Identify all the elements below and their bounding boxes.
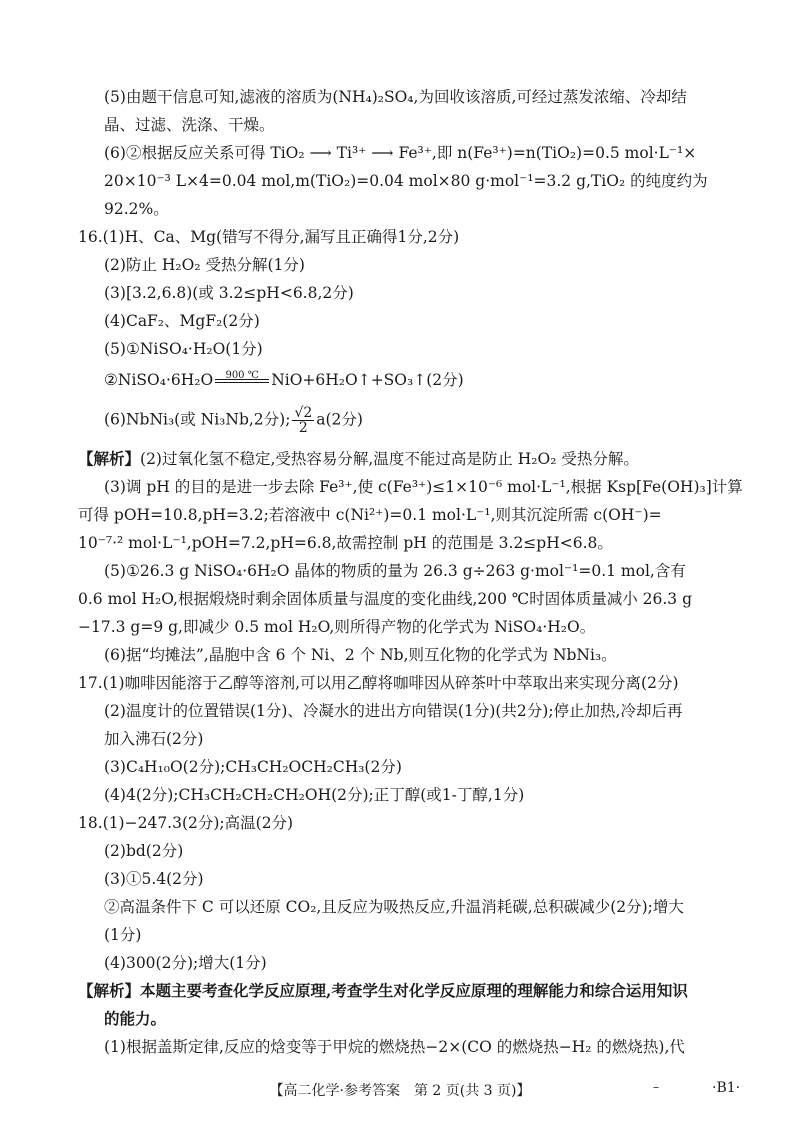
reaction-equation <box>104 369 464 391</box>
text-line: 可得 pOH=10.8,pH=3.2;若溶液中 c(Ni²⁺)=0.1 mol·L⁻¹,则其沉淀所需 c(OH⁻)= <box>78 506 662 524</box>
text-line: 0.6 mol H₂O,根据煅烧时剩余固体质量与温度的变化曲线,200 ℃时固体质量减小 26.3 g <box>78 590 693 608</box>
version-code: ·B1· <box>712 1080 741 1096</box>
text-line: 晶、过滤、洗涤、干燥。 <box>104 116 275 134</box>
text-line: (2)bd(2分) <box>104 842 184 860</box>
question-16-item-1: 16.(1)H、Ca、Mg(错写不得分,漏写且正确得1分,2分) <box>78 228 460 246</box>
text-line: (4)4(2分);CH₃CH₂CH₂CH₂OH(2分);正丁醇(或1-丁醇,1分) <box>104 786 525 804</box>
text-line: 20×10⁻³ L×4=0.04 mol,m(TiO₂)=0.04 mol×80 g·mol⁻¹=3.2 g,TiO₂ 的纯度约为 <box>104 172 708 190</box>
answer-line-6: (6)NbNi₃(或 Ni₃Nb,2分); $\frac{√2}{2}$ a(2分) <box>104 405 363 436</box>
text-line: (6)据“均摊法”,晶胞中含 6 个 Ni、2 个 Nb,则互化物的化学式为 NbNi₃。 <box>104 646 617 664</box>
question-17-item-1: 17.(1)咖啡因能溶于乙醇等溶剂,可以用乙醇将咖啡因从碎茶叶中萃取出来实现分离(2分) <box>78 674 679 692</box>
text-line: ②高温条件下 C 可以还原 CO₂,且反应为吸热反应,升温消耗碳,总积碳减少(2分);增大 <box>104 898 684 916</box>
text-line: (2)防止 H₂O₂ 受热分解(1分) <box>104 256 305 274</box>
text-line: (5)①NiSO₄·H₂O(1分) <box>104 340 263 358</box>
text-line: 92.2%。 <box>104 200 169 218</box>
text-line: (4)CaF₂、MgF₂(2分) <box>104 312 260 330</box>
text-line: 10⁻⁷·² mol·L⁻¹,pOH=7.2,pH=6.8,故需控制 pH 的范围是 3.2≤pH<6.8。 <box>78 534 613 552</box>
text-line: (5)①26.3 g NiSO₄·6H₂O 晶体的物质的量为 26.3 g÷263 g·mol⁻¹=0.1 mol,含有 <box>104 562 686 580</box>
condition-label: 900 ℃ <box>225 370 259 381</box>
fraction-sqrt2-over-2: $\frac{√2}{2}$ <box>294 405 313 436</box>
text-line: (3)C₄H₁₀O(2分);CH₃CH₂OCH₂CH₃(2分) <box>104 758 402 776</box>
text-line: (5)由题干信息可知,滤液的溶质为(NH₄)₂SO₄,为回收该溶质,可经过蒸发浓缩、冷却结 <box>104 88 687 106</box>
reaction-condition-arrow <box>215 370 269 388</box>
question-18-item-1: 18.(1)−247.3(2分);高温(2分) <box>78 814 294 832</box>
analysis-tag: 【解析】 <box>78 449 141 468</box>
text-line: (3)调 pH 的目的是进一步去除 Fe³⁺,使 c(Fe³⁺)≤1×10⁻⁶ mol·L⁻¹,根据 Ksp[Fe(OH)₃]计算 <box>104 478 743 496</box>
text-line: (2)温度计的位置错误(1分)、冷凝水的进出方向错误(1分)(共2分);停止加热,冷却后再 <box>104 702 683 720</box>
text-line: (4)300(2分);增大(1分) <box>104 954 267 972</box>
analysis-paragraph: 【解析】(2)过氧化氢不稳定,受热容易分解,温度不能过高是防止 H₂O₂ 受热分解。 <box>78 449 639 468</box>
page-footer: 【高二化学·参考答案 第 2 页(共 3 页)】 <box>269 1083 531 1099</box>
analysis-heading: 【解析】本题主要考查化学反应原理,考查学生对化学反应原理的理解能力和综合运用知识 <box>78 981 688 1000</box>
text-line: (1分) <box>104 926 142 944</box>
text-line: (1)根据盖斯定律,反应的焓变等于甲烷的燃烧热−2×(CO 的燃烧热−H₂ 的燃烧热),代 <box>104 1038 685 1056</box>
products: NiO+6H₂O↑+SO₃↑(2分) <box>271 371 464 389</box>
text-line: 加入沸石(2分) <box>104 730 204 748</box>
text-line: (3)①5.4(2分) <box>104 870 204 888</box>
reactant: ②NiSO₄·6H₂O <box>104 371 214 389</box>
text-line: (3)[3.2,6.8)(或 3.2≤pH<6.8,2分) <box>104 284 354 302</box>
text-line: −17.3 g=9 g,即减少 0.5 mol H₂O,则所得产物的化学式为 NiSO₄·H₂O。 <box>78 618 596 636</box>
footer-dash: – <box>653 1080 659 1094</box>
analysis-heading-cont: 的能力。 <box>104 1009 167 1028</box>
text-line: (6)②根据反应关系可得 TiO₂ ⟶ Ti³⁺ ⟶ Fe³⁺,即 n(Fe³⁺)=n(TiO₂)=0.5 mol·L⁻¹× <box>104 144 697 162</box>
